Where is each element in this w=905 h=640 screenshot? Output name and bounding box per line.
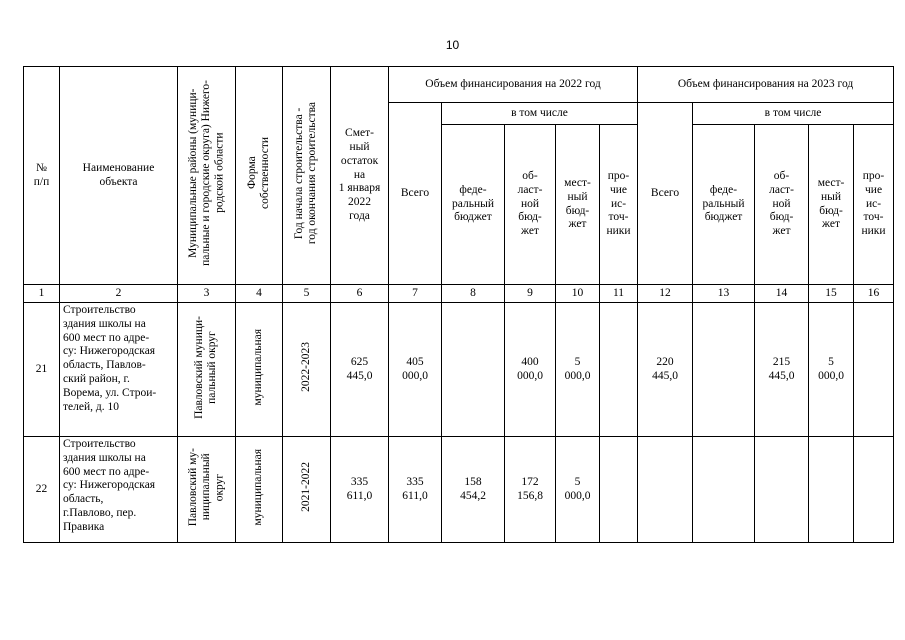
other-2022-cell: [600, 303, 638, 437]
federal-2023-cell: [693, 303, 755, 437]
balance-cell: 625 445,0: [331, 303, 389, 437]
balance-cell: 335 611,0: [331, 437, 389, 543]
header-ownership: Форма собственности: [236, 67, 283, 285]
regional-2022-cell: 400 000,0: [505, 303, 556, 437]
federal-2023-cell: [693, 437, 755, 543]
local-2023-cell: 5 000,0: [809, 303, 854, 437]
header-row-1: [24, 67, 894, 103]
header-federal-2023: феде- ральный бюджет: [693, 125, 755, 285]
page-number: 10: [445, 38, 460, 52]
column-number: 2: [60, 285, 178, 303]
header-other-2022: про- чие ис- точ- ники: [600, 125, 638, 285]
federal-2022-cell: 158 454,2: [442, 437, 505, 543]
years-cell: 2022-2023: [283, 303, 331, 437]
header-local-2022: мест- ный бюд- жет: [556, 125, 600, 285]
local-2022-cell: 5 000,0: [556, 437, 600, 543]
header-years: Год начала строительства - год окончания строительства: [283, 67, 331, 285]
table-row: [24, 437, 894, 543]
column-number: 9: [505, 285, 556, 303]
column-number: 8: [442, 285, 505, 303]
other-2023-cell: [854, 303, 894, 437]
federal-2022-cell: [442, 303, 505, 437]
column-number: 1: [24, 285, 60, 303]
district-cell: Павловский му- ниципальный округ: [178, 437, 236, 543]
column-number: 4: [236, 285, 283, 303]
header-local-2023: мест- ный бюд- жет: [809, 125, 854, 285]
column-number: 15: [809, 285, 854, 303]
ownership-cell: муниципальная: [236, 437, 283, 543]
total-2022-cell: 405 000,0: [389, 303, 442, 437]
total-2023-cell: [638, 437, 693, 543]
row-num: 22: [24, 437, 60, 543]
header-regional-2022: об- ласт- ной бюд- жет: [505, 125, 556, 285]
header-total-2023: Всего: [638, 103, 693, 285]
column-number: 12: [638, 285, 693, 303]
column-number: 13: [693, 285, 755, 303]
local-2023-cell: [809, 437, 854, 543]
header-including-2022: в том числе: [442, 103, 638, 125]
financing-table: [23, 66, 894, 543]
column-number: 6: [331, 285, 389, 303]
header-fin-2023: Объем финансирования на 2023 год: [638, 67, 894, 103]
regional-2023-cell: [755, 437, 809, 543]
header-regional-2023: об- ласт- ной бюд- жет: [755, 125, 809, 285]
total-2022-cell: 335 611,0: [389, 437, 442, 543]
column-number: 7: [389, 285, 442, 303]
column-number: 5: [283, 285, 331, 303]
table-row: [24, 303, 894, 437]
column-number: 11: [600, 285, 638, 303]
row-num: 21: [24, 303, 60, 437]
object-name: Строительство здания школы на 600 мест по адре- су: Нижегородская область, Павлов- ский район, г. Ворема, ул. Строи- телей, д. 10: [60, 303, 178, 437]
column-number: 10: [556, 285, 600, 303]
header-name: Наименование объекта: [60, 67, 178, 285]
column-number: 16: [854, 285, 894, 303]
regional-2023-cell: 215 445,0: [755, 303, 809, 437]
other-2022-cell: [600, 437, 638, 543]
header-total-2022: Всего: [389, 103, 442, 285]
object-name: Строительство здания школы на 600 мест по адре- су: Нижегородская область, г.Павлово, пер. Правика: [60, 437, 178, 543]
column-number-row: [24, 285, 894, 303]
header-other-2023: про- чие ис- точ- ники: [854, 125, 894, 285]
regional-2022-cell: 172 156,8: [505, 437, 556, 543]
years-cell: 2021-2022: [283, 437, 331, 543]
district-cell: Павловский муници- пальный округ: [178, 303, 236, 437]
ownership-cell: муниципальная: [236, 303, 283, 437]
header-district: Муниципальные районы (муници- пальные и городские округа) Нижего- родской области: [178, 67, 236, 285]
header-fin-2022: Объем финансирования на 2022 год: [389, 67, 638, 103]
other-2023-cell: [854, 437, 894, 543]
header-num: № п/п: [24, 67, 60, 285]
header-balance: Смет- ный остаток на 1 января 2022 года: [331, 67, 389, 285]
local-2022-cell: 5 000,0: [556, 303, 600, 437]
header-federal-2022: феде- ральный бюджет: [442, 125, 505, 285]
column-number: 14: [755, 285, 809, 303]
column-number: 3: [178, 285, 236, 303]
total-2023-cell: 220 445,0: [638, 303, 693, 437]
header-including-2023: в том числе: [693, 103, 894, 125]
